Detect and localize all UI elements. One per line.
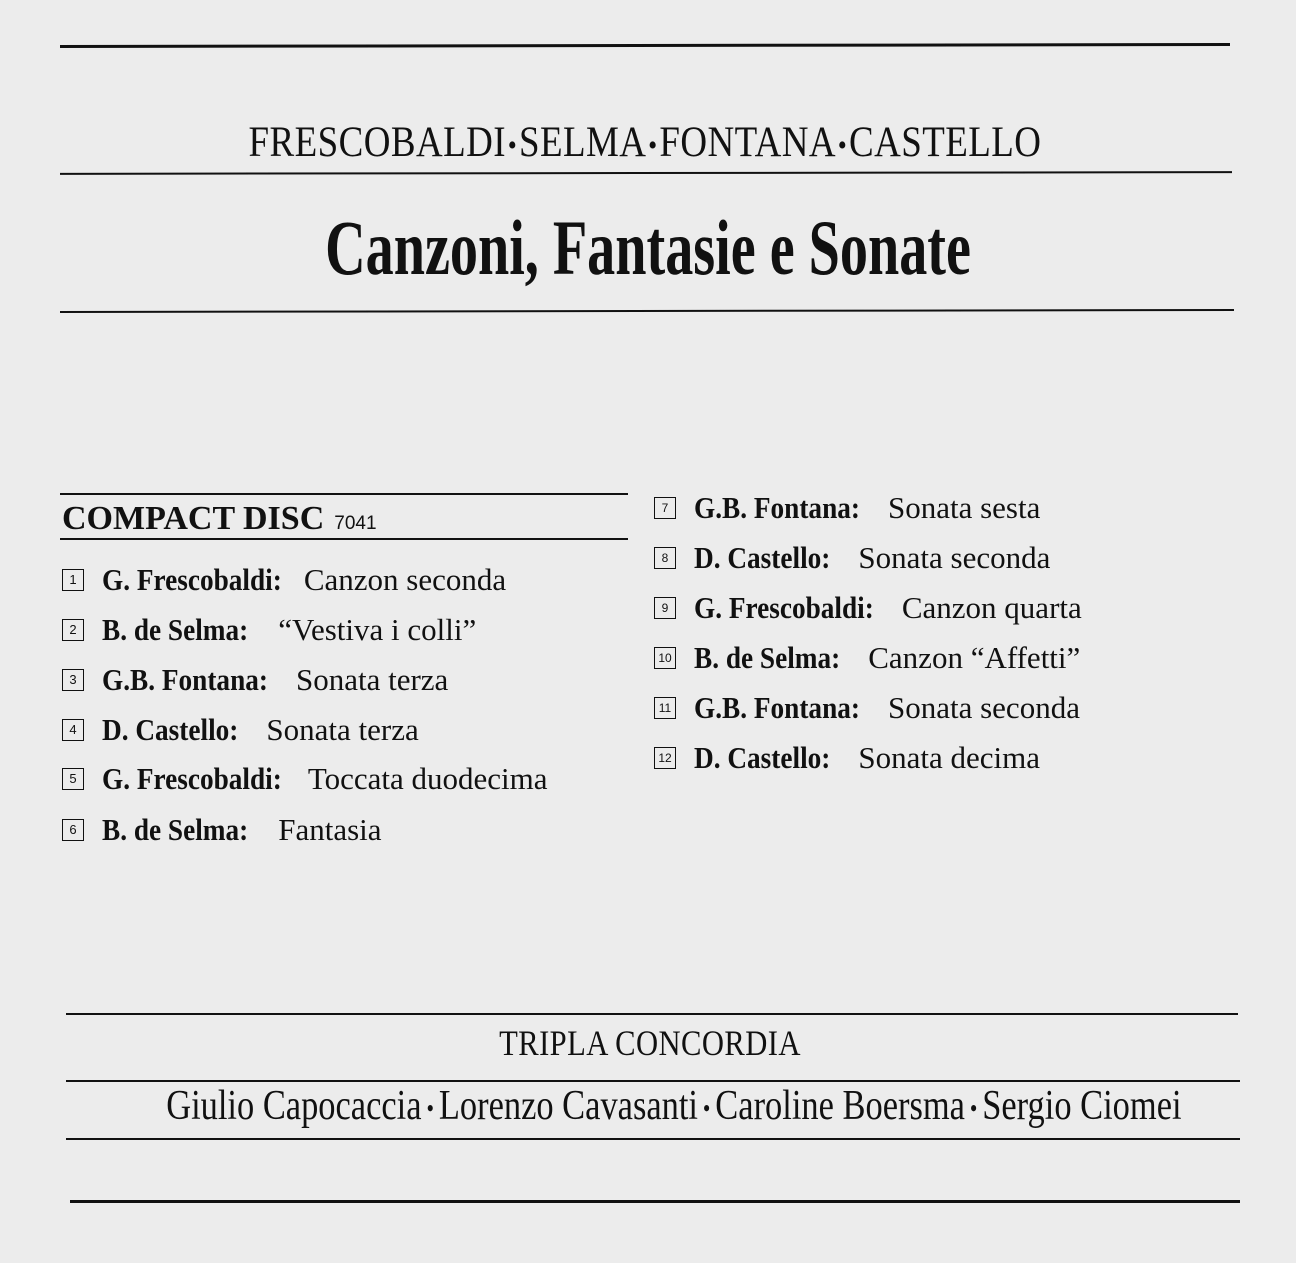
track-number: 8 [654,547,676,569]
catalog-number: 7041 [334,513,377,534]
rule-above-cd [60,493,628,495]
track-composer: B. de Selma: [102,612,249,647]
bullet-icon: • [969,1094,978,1124]
track-work: Sonata terza [266,712,419,747]
track-item [62,660,448,700]
rule-under-composers [60,171,1232,175]
track-composer: G.B. Fontana: [694,490,860,525]
album-title: Canzoni, Fantasie e Sonate [325,204,971,291]
rule-under-cd [60,538,628,540]
ensemble-name: TRIPLA CONCORDIA [499,1023,801,1063]
track-number: 10 [654,647,676,669]
track-number: 5 [62,768,84,790]
track-number: 12 [654,747,676,769]
compact-disc-heading [62,500,377,538]
performer-name: Caroline Boersma [715,1083,965,1129]
track-work: Sonata decima [858,740,1041,775]
top-rule [60,43,1230,48]
track-number: 7 [654,497,676,519]
track-composer: D. Castello: [694,740,831,775]
track-work: Canzon quarta [901,590,1082,625]
track-item [62,759,548,799]
bullet-icon: • [426,1094,434,1124]
track-item [654,688,1080,728]
track-work: Toccata duodecima [307,761,548,796]
track-item [654,638,1080,678]
track-number: 11 [654,697,676,719]
track-work: Sonata sesta [887,490,1041,525]
track-composer: B. de Selma: [694,640,841,675]
track-work: Canzon “Affetti” [868,640,1081,675]
bullet-icon: • [702,1094,711,1124]
track-composer: G.B. Fontana: [694,690,860,725]
performer-list [166,1082,1182,1130]
track-number: 2 [62,619,84,641]
bullet-icon: • [648,129,658,163]
track-number: 6 [62,819,84,841]
track-number: 4 [62,719,84,741]
track-composer: B. de Selma: [102,812,249,847]
track-item [62,710,419,750]
track-number: 9 [654,597,676,619]
track-item [62,560,506,600]
track-work: “Vestiva i colli” [278,612,477,647]
track-work: Canzon seconda [303,562,507,597]
performer-name: Giulio Capocaccia [166,1083,422,1129]
composer-name: CASTELLO [848,119,1042,166]
rule-under-performers [66,1138,1240,1140]
track-item [654,738,1040,778]
track-work: Sonata seconda [858,540,1051,575]
track-item [654,538,1050,578]
rule-above-ensemble [66,1013,1238,1015]
track-item [654,488,1040,528]
track-number: 1 [62,569,84,591]
track-work: Sonata terza [295,662,449,697]
track-work: Sonata seconda [887,690,1080,725]
composer-name: SELMA [518,119,647,166]
bullet-icon: • [837,129,848,163]
track-composer: G. Frescobaldi: [102,562,282,597]
track-composer: D. Castello: [102,712,239,747]
rule-under-title [60,309,1234,313]
track-item [62,610,476,650]
track-composer: G.B. Fontana: [102,662,268,697]
track-composer: G. Frescobaldi: [102,761,282,796]
compact-disc-label: COMPACT DISC [62,500,325,537]
track-composer: G. Frescobaldi: [694,590,874,625]
track-item [62,810,382,850]
track-composer: D. Castello: [694,540,831,575]
performer-name: Lorenzo Cavasanti [438,1083,698,1129]
bullet-icon: • [507,129,518,163]
composer-name: FONTANA [659,119,837,166]
track-number: 3 [62,669,84,691]
track-item [654,588,1082,628]
performer-name: Sergio Ciomei [982,1083,1182,1129]
composer-names [142,118,1148,167]
bottom-rule [70,1200,1240,1203]
composer-name: FRESCOBALDI [248,119,507,166]
track-work: Fantasia [278,812,382,847]
